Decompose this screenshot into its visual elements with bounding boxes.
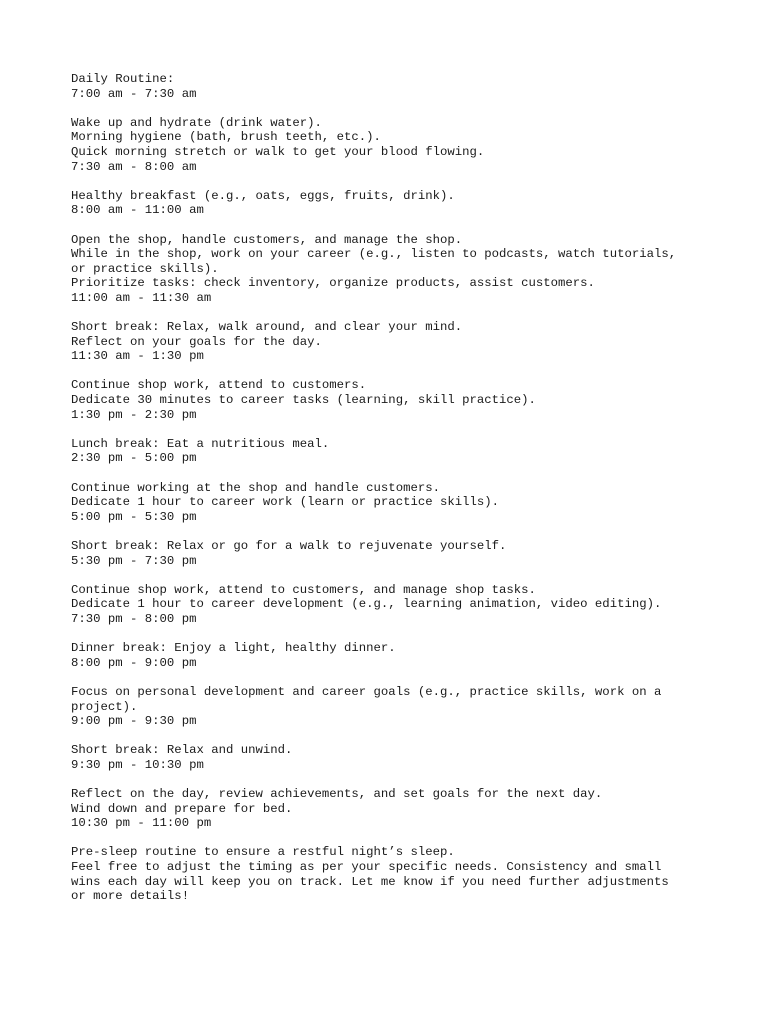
document-page [71, 72, 711, 904]
text-line: project). [71, 699, 138, 714]
closing-note-line: or more details! [71, 889, 190, 904]
time-slot: 1:30 pm - 2:30 pm [71, 407, 197, 422]
text-line: Lunch break: Eat a nutritious meal. [71, 436, 330, 451]
text-line: Prioritize tasks: check inventory, organize products, assist customers. [71, 276, 595, 291]
text-line: Short break: Relax and unwind. [71, 743, 293, 758]
text-line: or practice skills). [71, 261, 219, 276]
text-block [71, 437, 711, 466]
time-slot: 8:00 pm - 9:00 pm [71, 655, 197, 670]
closing-note-line: wins each day will keep you on track. Let me know if you need further adjustments [71, 874, 669, 889]
text-line: Continue working at the shop and handle customers. [71, 480, 440, 495]
time-slot: 7:30 am - 8:00 am [71, 159, 197, 174]
text-line: Morning hygiene (bath, brush teeth, etc.). [71, 130, 381, 145]
text-block [71, 845, 711, 903]
time-slot: 2:30 pm - 5:00 pm [71, 451, 197, 466]
text-line: Reflect on your goals for the day. [71, 334, 322, 349]
text-line: Dedicate 1 hour to career work (learn or practice skills). [71, 495, 500, 510]
time-slot: 5:00 pm - 5:30 pm [71, 509, 197, 524]
text-line: Pre-sleep routine to ensure a restful night’s sleep. [71, 845, 455, 860]
time-slot: 10:30 pm - 11:00 pm [71, 816, 212, 831]
text-line: Wind down and prepare for bed. [71, 801, 293, 816]
time-slot: 5:30 pm - 7:30 pm [71, 553, 197, 568]
text-line: Focus on personal development and career goals (e.g., practice skills, work on a [71, 684, 662, 699]
text-block [71, 378, 711, 422]
text-block [71, 481, 711, 525]
text-block [71, 539, 711, 568]
text-line: Continue shop work, attend to customers, and manage shop tasks. [71, 582, 536, 597]
text-block [71, 233, 711, 306]
text-block [71, 641, 711, 670]
time-slot: 9:00 pm - 9:30 pm [71, 714, 197, 729]
text-line: Wake up and hydrate (drink water). [71, 115, 322, 130]
text-line: Reflect on the day, review achievements, and set goals for the next day. [71, 787, 603, 802]
time-slot: 11:30 am - 1:30 pm [71, 349, 204, 364]
text-block [71, 320, 711, 364]
time-slot: 9:30 pm - 10:30 pm [71, 757, 204, 772]
text-line: Quick morning stretch or walk to get your blood flowing. [71, 144, 485, 159]
text-block [71, 685, 711, 729]
text-line: Healthy breakfast (e.g., oats, eggs, fruits, drink). [71, 188, 455, 203]
text-line: Short break: Relax or go for a walk to rejuvenate yourself. [71, 539, 507, 553]
text-line: Open the shop, handle customers, and manage the shop. [71, 232, 463, 247]
text-block [71, 583, 711, 627]
document-heading: Daily Routine: [71, 72, 175, 86]
time-slot: 11:00 am - 11:30 am [71, 290, 212, 305]
text-block [71, 116, 711, 174]
text-line: Dedicate 30 minutes to career tasks (learning, skill practice). [71, 393, 536, 408]
time-slot: 7:00 am - 7:30 am [71, 86, 197, 101]
text-line: Short break: Relax, walk around, and clear your mind. [71, 320, 463, 335]
text-block [71, 189, 711, 218]
text-line: Dedicate 1 hour to career development (e.g., learning animation, video editing). [71, 597, 662, 612]
time-slot: 7:30 pm - 8:00 pm [71, 611, 197, 626]
text-block [71, 787, 711, 831]
text-block [71, 743, 711, 772]
text-line: Dinner break: Enjoy a light, healthy dinner. [71, 641, 396, 656]
closing-note-line: Feel free to adjust the timing as per your specific needs. Consistency and small [71, 860, 662, 875]
text-line: Continue shop work, attend to customers. [71, 378, 367, 393]
text-block [71, 72, 711, 101]
time-slot: 8:00 am - 11:00 am [71, 203, 204, 218]
text-line: While in the shop, work on your career (e.g., listen to podcasts, watch tutorials, [71, 247, 677, 262]
